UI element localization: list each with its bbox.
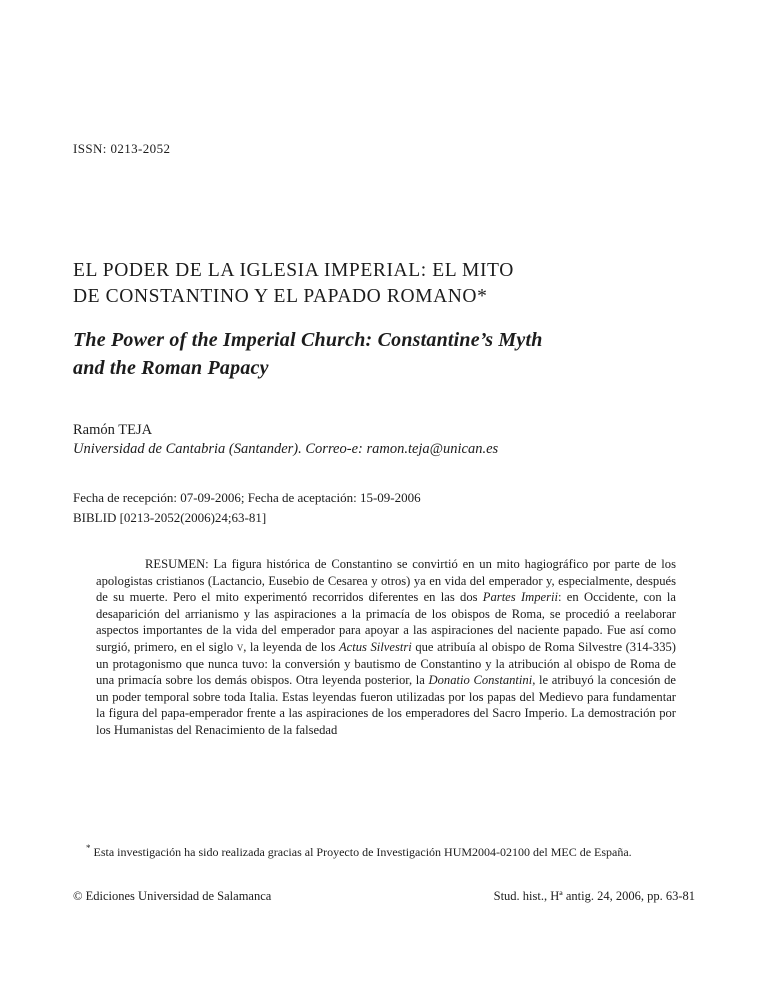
abstract-segment: , le atribuyó la concesión de un poder temporal sobre toda Italia. Estas leyendas fueron utilizadas por los papas del Medievo para fundamentar la figura del papa-emperador frente a las aspiraciones de los emperadores del Sacro Imperio. La demostración por los Humanistas del Renacimiento de la falsedad bbox=[96, 673, 676, 737]
abstract-segment-italic: Actus Silvestri bbox=[338, 639, 412, 654]
footnote-marker: * bbox=[86, 843, 91, 853]
paper-title-line-2: DE CONSTANTINO Y EL PAPADO ROMANO* bbox=[73, 286, 488, 307]
abstract-segment-smallcaps: v bbox=[236, 639, 244, 654]
abstract-segment-italic: Donatio Constantini bbox=[428, 673, 533, 688]
footer-publisher: © Ediciones Universidad de Salamanca bbox=[73, 889, 272, 903]
page-footer bbox=[73, 889, 695, 904]
abstract-segment: , la leyenda de los bbox=[243, 639, 339, 654]
abstract-segment-italic: Partes Imperii bbox=[482, 590, 559, 605]
paper-title-line-1: EL PODER DE LA IGLESIA IMPERIAL: EL MITO bbox=[73, 260, 514, 281]
footnote bbox=[73, 840, 695, 861]
issn-label: ISSN: 0213-2052 bbox=[73, 141, 171, 156]
paper-subtitle-english bbox=[73, 327, 723, 382]
footnote-text: Esta investigación ha sido realizada gracias al Proyecto de Investigación HUM2004-02100 del MEC de España. bbox=[90, 845, 632, 859]
meta-block bbox=[73, 488, 695, 528]
paper-title bbox=[73, 258, 723, 310]
author-block bbox=[73, 421, 695, 459]
abstract-text bbox=[96, 556, 676, 739]
footer-citation: Stud. hist., Hª antig. 24, 2006, pp. 63-81 bbox=[493, 889, 695, 903]
abstract-segment: RESUMEN: La figura histórica de Constantino se convirtió en un mito hagiográfico por parte de los apologistas cristianos (Lactancio, Eusebio de Cesarea y otros) ya en vida del emperador y, especialmente, después de su muerte. Pero el mito experimentó recorridos diferentes en las dos bbox=[96, 557, 676, 605]
reception-dates: Fecha de recepción: 07-09-2006; Fecha de aceptación: 15-09-2006 bbox=[73, 490, 421, 505]
paper-subtitle-line-2: and the Roman Papacy bbox=[73, 356, 269, 379]
paper-subtitle-line-1: The Power of the Imperial Church: Constantine’s Myth bbox=[73, 329, 543, 351]
author-affiliation: Universidad de Cantabria (Santander). Correo-e: ramon.teja@unican.es bbox=[73, 441, 499, 457]
author-name: Ramón TEJA bbox=[73, 422, 153, 438]
abstract-segment: que atribuía al obispo de Roma Silvestre (314-335) un protagonismo que nunca tuvo: la conversión y bautismo de Constantino y la atribución al obispo de Roma de una primacía sobre los demás obispos. Otra leyenda posterior, la bbox=[96, 639, 676, 688]
biblid: BIBLID [0213-2052(2006)24;63-81] bbox=[73, 510, 267, 525]
abstract-segment: : en Occidente, con la desaparición del arrianismo y las aspiraciones a la primacía de los obispos de Roma, se procedió a reelaborar aspectos importantes de la vida del emperador para apoyar a las aspiraciones del naciente papado. Fue así como surgió, primero, en el siglo bbox=[96, 590, 676, 654]
